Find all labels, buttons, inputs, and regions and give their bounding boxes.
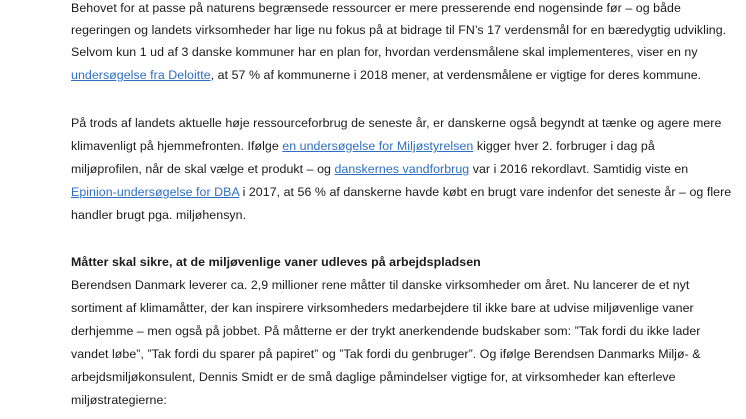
paragraph1-line4-text: , at 57 % af kommunerne i 2018 mener, at verdensmålene er vigtige for deres kommune. [210, 68, 702, 82]
paragraph1-line3: Selvom kun 1 ud af 3 danske kommuner har en plan for, hvordan verdensmålene skal implementeres, viser en ny [71, 45, 698, 59]
paragraph2-line1: På trods af landets aktuelle høje ressourceforbrug de seneste år, er danskerne også begyndt at tænke og agere mere [71, 116, 722, 130]
section-line3: derhjemme – men også på jobbet. På måtterne er der trykt anerkendende budskaber som: ”Tak fordi du ikke lader [71, 324, 701, 338]
section-line4: vandet løbe”, ”Tak fordi du sparer på papiret” og ”Tak fordi du genbruger”. Og ifølge Berendsen Danmarks Miljø- & [71, 347, 701, 361]
section-line5: arbejdsmiljøkonsulent, Dennis Smidt er de små daglige påmindelser vigtige for, at virksomheder kan efterleve [71, 370, 676, 384]
epinion-survey-link[interactable]: Epinion-undersøgelse for DBA [71, 185, 240, 199]
paragraph2-line5: handler brugt pga. miljøhensyn. [71, 208, 247, 222]
paragraph2-line4 [71, 184, 731, 200]
water-consumption-link[interactable]: danskernes vandforbrug [334, 162, 470, 176]
paragraph2-line3-pre: miljøprofilen, når de skal vælge et produkt – og [71, 162, 335, 176]
section-heading: Måtter skal sikre, at de miljøvenlige vaner udleves på arbejdspladsen [71, 255, 481, 269]
paragraph2-line2-post: kigger hver 2. forbruger i dag på [473, 139, 655, 153]
paragraph2-line2-pre: klimavenligt på hjemmefronten. Ifølge [71, 139, 283, 153]
paragraph2-line3-post: var i 2016 rekordlavt. Samtidig viste en [469, 162, 689, 176]
section-line2: sortiment af klimamåtter, der kan inspirere virksomheders medarbejdere til ikke bare at udvise miljøvenlige vaner [71, 301, 694, 315]
section-line6: miljøstrategierne: [71, 393, 167, 407]
paragraph1-line1: Behovet for at passe på naturens begrænsede ressourcer er mere presserende end nogensinde før – og både [71, 1, 681, 15]
deloitte-survey-link[interactable]: undersøgelse fra Deloitte [71, 68, 211, 82]
section-line1: Berendsen Danmark leverer ca. 2,9 millioner rene måtter til danske virksomheder om året. Nu lancerer de et nyt [71, 278, 690, 292]
paragraph2-line4-text: i 2017, at 56 % af danskerne havde købt en brugt vare indenfor det seneste år – og flere [239, 185, 732, 199]
paragraph2-line2 [71, 138, 655, 154]
paragraph1-line4 [71, 67, 701, 83]
paragraph2-line3 [71, 161, 688, 177]
miljostyrelsen-survey-link[interactable]: en undersøgelse for Miljøstyrelsen [282, 139, 474, 153]
paragraph1-line2: regeringen og landets virksomheder har lige nu fokus på at bidrage til FN’s 17 verdensmål for en bæredygtig udvikling. [71, 23, 727, 37]
